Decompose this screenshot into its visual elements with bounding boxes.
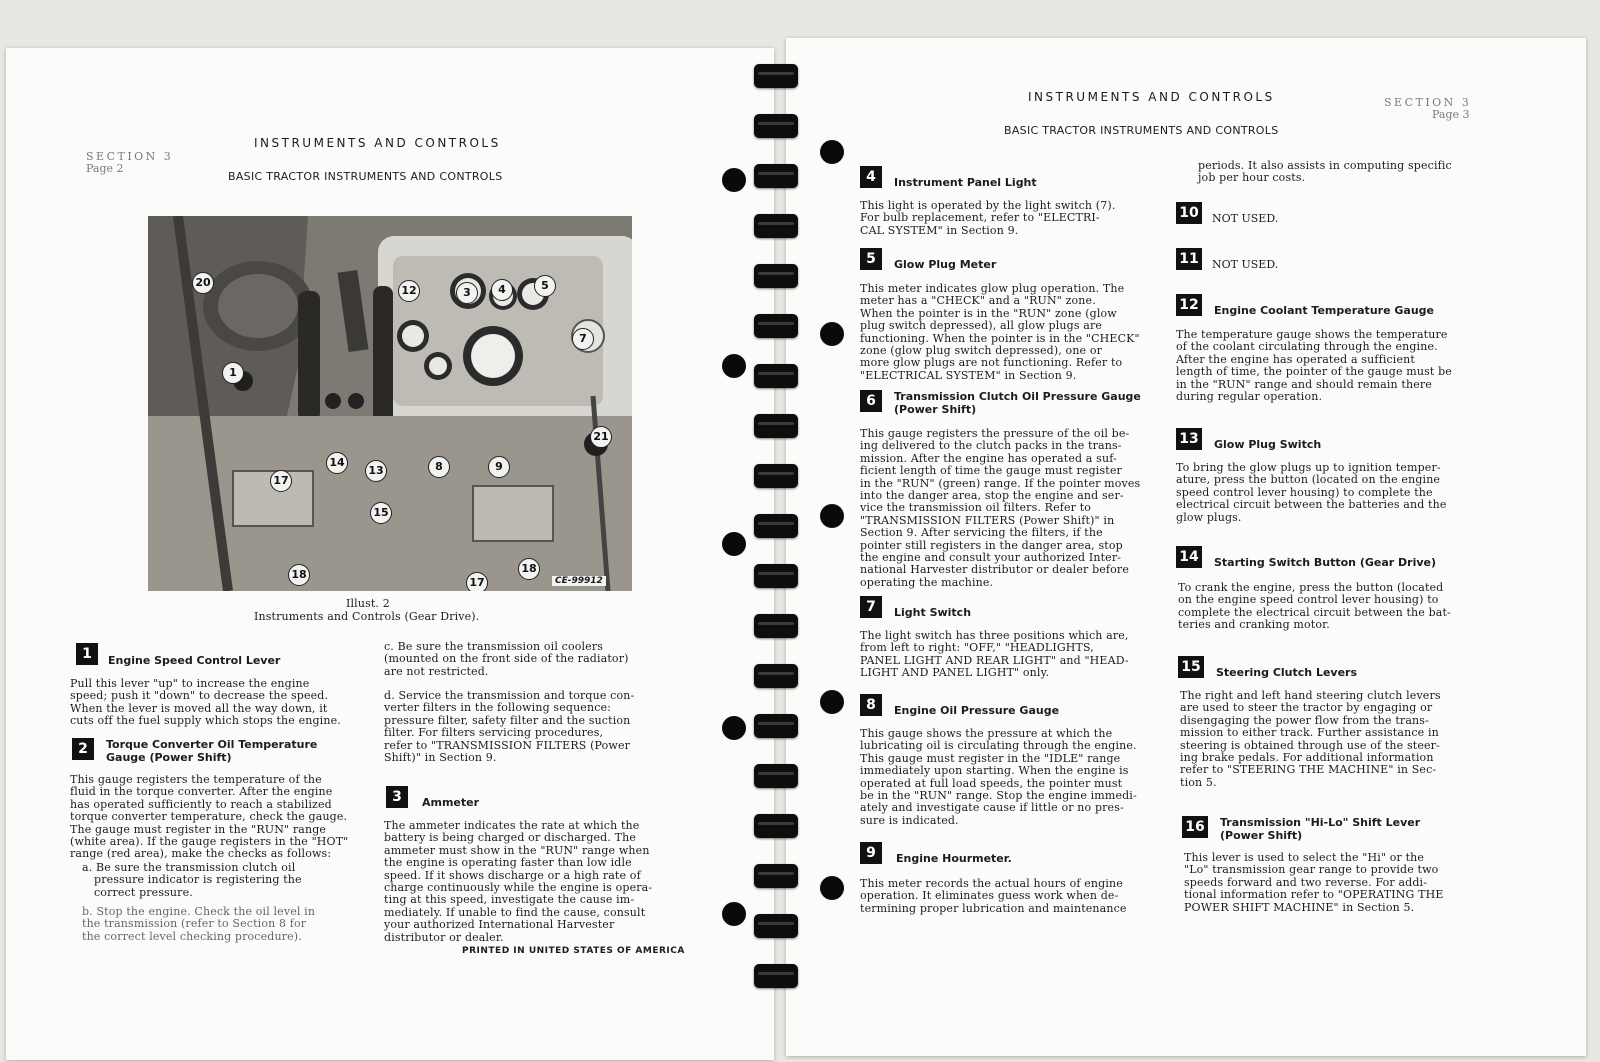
item-text-5: [860, 283, 1140, 382]
item-title-3: Ammeter: [422, 796, 480, 809]
item-number-14: 14: [1176, 546, 1202, 568]
text-line: pressure indicator is registering the: [94, 873, 302, 887]
printed-notice: PRINTED IN UNITED STATES OF AMERICA: [462, 946, 685, 956]
text-line: the engine and consult your authorized Inter-: [860, 551, 1122, 565]
dashboard-illustration: [148, 216, 632, 591]
item-number-5: 5: [860, 248, 882, 270]
text-line: from left to right: "OFF," "HEADLIGHTS,: [860, 641, 1094, 655]
text-line: speed; push it "down" to decrease the speed.: [70, 689, 329, 703]
text-line: correct pressure.: [94, 885, 193, 899]
item-number-1: 1: [76, 643, 98, 665]
text-line: sure is indicated.: [860, 813, 959, 827]
page-number: Page 2: [86, 162, 124, 175]
punch-hole: [722, 532, 746, 556]
callout-7: 7: [572, 328, 594, 350]
callout-21: 21: [590, 426, 612, 448]
binding-ring: [754, 864, 798, 888]
item-number-2: 2: [72, 738, 94, 760]
text-line: torque converter temperature, check the gauge.: [70, 810, 348, 824]
text-line: CAL SYSTEM" in Section 9.: [860, 223, 1019, 237]
text-line: speeds forward and two reverse. For addi-: [1184, 875, 1428, 889]
text-line: This meter indicates glow plug operation. The: [860, 282, 1125, 295]
item-number-12: 12: [1176, 294, 1202, 316]
text-line: tion 5.: [1180, 775, 1217, 789]
text-line: This meter records the actual hours of engine: [860, 877, 1123, 890]
text-line: The light switch has three positions which are,: [860, 629, 1129, 642]
text-line: a. Be sure the transmission clutch oil: [82, 861, 296, 874]
text-line: fluid in the torque converter. After the engine: [70, 785, 333, 799]
text-line: filter. For filters servicing procedures,: [384, 726, 604, 740]
item-text-16: [1184, 852, 1444, 914]
text-line: job per hour costs.: [1198, 171, 1306, 185]
text-line: ficient length of time the gauge must register: [860, 464, 1122, 478]
text-line: The gauge must register in the "RUN" range: [70, 822, 327, 836]
text-line: verter filters in the following sequence:: [384, 701, 612, 715]
text-line: disengaging the power flow from the trans-: [1180, 713, 1429, 727]
text-line: The temperature gauge shows the temperature: [1176, 328, 1448, 341]
punch-hole: [722, 716, 746, 740]
page-number: Page 3: [1432, 108, 1470, 121]
text-line: range (red area), make the checks as follows:: [70, 847, 332, 861]
text-line: ature, press the button (located on the engine: [1176, 473, 1441, 487]
text-line: of the coolant circulating through the engine.: [1176, 340, 1438, 354]
callout-18b: 18: [518, 558, 540, 580]
text-line: c. Be sure the transmission oil coolers: [384, 640, 604, 653]
text-line: national Harvester distributor or dealer before: [860, 563, 1129, 577]
text-line: tional information refer to "OPERATING THE: [1184, 888, 1444, 902]
text-line: POWER SHIFT MACHINE" in Section 5.: [1184, 900, 1415, 914]
text-line: zone (glow plug switch depressed), one or: [860, 344, 1103, 358]
item-title-11: NOT USED.: [1212, 258, 1279, 271]
text-line: the correct level checking procedure).: [82, 929, 302, 943]
item-title-1: Engine Speed Control Lever: [108, 654, 281, 667]
binding-ring: [754, 764, 798, 788]
binding-ring: [754, 614, 798, 638]
item-number-8: 8: [860, 694, 882, 716]
item-title-5: Glow Plug Meter: [894, 258, 997, 271]
text-line: on the engine speed control lever housing) to: [1178, 593, 1439, 607]
item-text-7: [860, 630, 1129, 680]
item-9-continued: [1198, 160, 1452, 185]
text-line: "TRANSMISSION FILTERS (Power Shift)" in: [860, 513, 1115, 527]
text-line: be in the "RUN" range. Stop the engine immedi-: [860, 789, 1137, 803]
item-text-6: [860, 428, 1140, 589]
text-line: ting at this speed, investigate the cause im-: [384, 893, 635, 907]
text-line: This light is operated by the light switch (7).: [860, 199, 1116, 212]
text-line: distributor or dealer.: [384, 930, 504, 944]
text-line: b. Stop the engine. Check the oil level in: [82, 905, 316, 918]
text-line: mission to either track. Further assistance in: [1180, 726, 1439, 740]
figure-caption-number: Illust. 2: [346, 597, 390, 610]
text-line: in the "RUN" (green) range. If the pointer moves: [860, 476, 1141, 490]
text-line: termining proper lubrication and maintenance: [860, 901, 1127, 915]
text-line: lubricating oil is circulating through the engine.: [860, 739, 1137, 753]
callout-12: 12: [398, 280, 420, 302]
item-text-9: [860, 878, 1127, 915]
item-number-15: 15: [1178, 656, 1204, 678]
item-text-8: [860, 728, 1137, 827]
item-title-line: Torque Converter Oil Temperature: [106, 738, 318, 751]
item-number-11: 11: [1176, 248, 1202, 270]
punch-hole: [722, 168, 746, 192]
text-line: functioning. When the pointer is in the "CHECK": [860, 331, 1140, 345]
text-line: your authorized International Harvester: [384, 918, 615, 932]
item-title-13: Glow Plug Switch: [1214, 438, 1322, 451]
text-line: Shift)" in Section 9.: [384, 751, 497, 765]
text-line: Section 9. After servicing the filters, if the: [860, 526, 1103, 540]
text-line: mediately. If unable to find the cause, consult: [384, 905, 646, 919]
text-line: steering is obtained through use of the steer-: [1180, 738, 1440, 752]
callout-17b: 17: [466, 572, 488, 591]
callout-20: 20: [192, 272, 214, 294]
binding-ring: [754, 564, 798, 588]
text-line: "Lo" transmission gear range to provide two: [1184, 863, 1439, 877]
text-line: battery is being charged or discharged. The: [384, 831, 637, 845]
text-line: ing delivered to the clutch packs in the trans-: [860, 439, 1122, 453]
callout-17: 17: [270, 470, 292, 492]
text-line: the transmission (refer to Section 8 for: [82, 917, 307, 931]
item-title-16: [1220, 816, 1420, 842]
text-line: (white area). If the gauge registers in the "HOT": [70, 835, 349, 849]
text-line: immediately upon starting. When the engine is: [860, 764, 1129, 778]
text-line: pointer still registers in the danger area, stop: [860, 538, 1123, 552]
binding-ring: [754, 114, 798, 138]
binding-ring: [754, 964, 798, 988]
text-line: This gauge shows the pressure at which the: [860, 727, 1113, 740]
text-line: "ELECTRICAL SYSTEM" in Section 9.: [860, 368, 1077, 382]
item-number-3: 3: [386, 786, 408, 808]
callout-13: 13: [365, 460, 387, 482]
text-line: ing brake pedals. For additional information: [1180, 751, 1434, 765]
text-line: For bulb replacement, refer to "ELECTRI-: [860, 211, 1100, 225]
item-text-15: [1180, 690, 1441, 789]
text-line: The right and left hand steering clutch levers: [1180, 689, 1441, 702]
item-title-14: Starting Switch Button (Gear Drive): [1214, 556, 1437, 569]
text-line: This gauge registers the pressure of the oil be-: [860, 427, 1130, 440]
text-line: pressure filter, safety filter and the suction: [384, 713, 631, 727]
punch-hole: [722, 354, 746, 378]
text-line: into the danger area, stop the engine and ser-: [860, 489, 1124, 503]
item-text-4: [860, 200, 1116, 237]
item-number-4: 4: [860, 166, 882, 188]
page-header: INSTRUMENTS AND CONTROLS: [254, 136, 501, 150]
item-title-2: [106, 738, 317, 764]
section-label: SECTION 3: [86, 150, 174, 163]
item-title-12: Engine Coolant Temperature Gauge: [1214, 304, 1434, 317]
binding-ring: [754, 64, 798, 88]
item-number-13: 13: [1176, 428, 1202, 450]
text-line: operating the machine.: [860, 575, 994, 589]
item-title-line: Transmission "Hi-Lo" Shift Lever: [1220, 816, 1421, 829]
text-line: electrical circuit between the batteries and the: [1176, 498, 1447, 512]
left-page: [6, 48, 774, 1060]
callout-4: 4: [491, 279, 513, 301]
item-number-16: 16: [1182, 816, 1208, 838]
item-text-12: [1176, 329, 1452, 403]
text-line: cuts off the fuel supply which stops the engine.: [70, 714, 341, 728]
item-title-8: Engine Oil Pressure Gauge: [894, 704, 1060, 717]
item-2-check-d: [384, 690, 634, 764]
instrument-panel-photo: [148, 216, 632, 591]
text-line: The ammeter indicates the rate at which the: [384, 819, 640, 832]
item-title-9: Engine Hourmeter.: [896, 852, 1012, 865]
text-line: When the pointer is in the "RUN" zone (glow: [860, 306, 1117, 320]
text-line: To bring the glow plugs up to ignition temper-: [1176, 461, 1441, 474]
text-line: more glow plugs are not functioning. Refer to: [860, 356, 1123, 370]
text-line: This lever is used to select the "Hi" or the: [1184, 851, 1425, 864]
item-2-check-c: [384, 641, 629, 678]
text-line: vice the transmission oil filters. Refer to: [860, 501, 1092, 515]
item-number-9: 9: [860, 842, 882, 864]
punch-hole: [820, 504, 844, 528]
right-page: [786, 38, 1586, 1056]
item-title-4: Instrument Panel Light: [894, 176, 1037, 189]
callout-15: 15: [370, 502, 392, 524]
binding-ring: [754, 364, 798, 388]
punch-hole: [820, 140, 844, 164]
binding-ring: [754, 264, 798, 288]
item-number-6: 6: [860, 390, 882, 412]
text-line: (mounted on the front side of the radiator): [384, 652, 629, 666]
item-text-2: [70, 774, 348, 861]
callout-1: 1: [222, 362, 244, 384]
binding-ring: [754, 464, 798, 488]
text-line: To crank the engine, press the button (located: [1178, 581, 1444, 594]
text-line: during regular operation.: [1176, 390, 1323, 404]
text-line: refer to "TRANSMISSION FILTERS (Power: [384, 738, 631, 752]
punch-hole: [820, 876, 844, 900]
callout-14: 14: [326, 452, 348, 474]
item-text-13: [1176, 462, 1447, 524]
text-line: speed control lever housing) to complete the: [1176, 485, 1433, 499]
item-title-line: (Power Shift): [894, 403, 977, 416]
text-line: Pull this lever "up" to increase the engine: [70, 677, 310, 690]
text-line: complete the electrical circuit between the bat-: [1178, 605, 1451, 619]
callout-8: 8: [428, 456, 450, 478]
text-line: glow plugs.: [1176, 510, 1242, 524]
callout-9: 9: [488, 456, 510, 478]
text-line: PANEL LIGHT AND REAR LIGHT" and "HEAD-: [860, 653, 1129, 667]
text-line: teries and cranking motor.: [1178, 618, 1330, 632]
text-line: d. Service the transmission and torque con-: [384, 689, 635, 702]
text-line: the engine is operating faster than low idle: [384, 856, 632, 870]
item-title-15: Steering Clutch Levers: [1216, 666, 1358, 679]
binding-ring: [754, 314, 798, 338]
item-title-6: [894, 390, 1141, 416]
figure-caption: Instruments and Controls (Gear Drive).: [254, 610, 480, 623]
text-line: plug switch depressed), all glow plugs are: [860, 319, 1103, 333]
text-line: has operated sufficiently to reach a stabilized: [70, 797, 332, 811]
text-line: in the "RUN" range and should remain there: [1176, 377, 1432, 391]
text-line: ammeter must show in the "RUN" range when: [384, 843, 650, 857]
callout-3: 3: [456, 282, 478, 304]
punch-hole: [820, 690, 844, 714]
punch-hole: [820, 322, 844, 346]
text-line: After the engine has operated a sufficient: [1176, 352, 1415, 366]
callout-5: 5: [534, 275, 556, 297]
page-subtitle: BASIC TRACTOR INSTRUMENTS AND CONTROLS: [228, 170, 503, 183]
binding-ring: [754, 714, 798, 738]
section-label: SECTION 3: [1384, 96, 1472, 109]
text-line: meter has a "CHECK" and a "RUN" zone.: [860, 294, 1096, 308]
binding-ring: [754, 164, 798, 188]
binding-ring: [754, 514, 798, 538]
text-line: This gauge must register in the "IDLE" range: [860, 751, 1121, 765]
item-text-1: [70, 678, 341, 728]
punch-hole: [722, 902, 746, 926]
binding-ring: [754, 414, 798, 438]
figure-code: CE-99912: [552, 576, 606, 586]
binding-ring: [754, 914, 798, 938]
text-line: This gauge registers the temperature of the: [70, 773, 322, 786]
text-line: When the lever is moved all the way down, it: [70, 701, 328, 715]
text-line: charge continuously while the engine is opera-: [384, 881, 653, 895]
item-text-14: [1178, 582, 1451, 632]
binding-ring: [754, 814, 798, 838]
page-header: INSTRUMENTS AND CONTROLS: [1028, 90, 1275, 104]
text-line: operation. It eliminates guess work when de-: [860, 889, 1119, 903]
text-line: are used to steer the tractor by engaging or: [1180, 701, 1433, 715]
item-title-10: NOT USED.: [1212, 212, 1279, 225]
text-line: length of time, the pointer of the gauge must be: [1176, 365, 1452, 379]
item-number-7: 7: [860, 596, 882, 618]
item-text-3: [384, 820, 652, 944]
text-line: periods. It also assists in computing specific: [1198, 159, 1452, 172]
page-subtitle: BASIC TRACTOR INSTRUMENTS AND CONTROLS: [1004, 124, 1279, 137]
text-line: speed. If it shows discharge or a high rate of: [384, 868, 641, 882]
item-2-check-a: [82, 862, 302, 899]
item-title-7: Light Switch: [894, 606, 972, 619]
text-line: mission. After the engine has operated a suf-: [860, 451, 1117, 465]
callout-18: 18: [288, 564, 310, 586]
binding-ring: [754, 214, 798, 238]
item-title-line: Gauge (Power Shift): [106, 751, 232, 764]
text-line: are not restricted.: [384, 664, 489, 678]
item-title-line: Transmission Clutch Oil Pressure Gauge: [894, 390, 1141, 403]
text-line: LIGHT AND PANEL LIGHT" only.: [860, 666, 1050, 680]
text-line: ately and investigate cause if little or no pres-: [860, 801, 1124, 815]
text-line: refer to "STEERING THE MACHINE" in Sec-: [1180, 763, 1437, 777]
item-number-10: 10: [1176, 202, 1202, 224]
item-2-check-b: [82, 906, 315, 943]
text-line: operated at full load speeds, the pointer must: [860, 776, 1123, 790]
item-title-line: (Power Shift): [1220, 829, 1303, 842]
binding-ring: [754, 664, 798, 688]
